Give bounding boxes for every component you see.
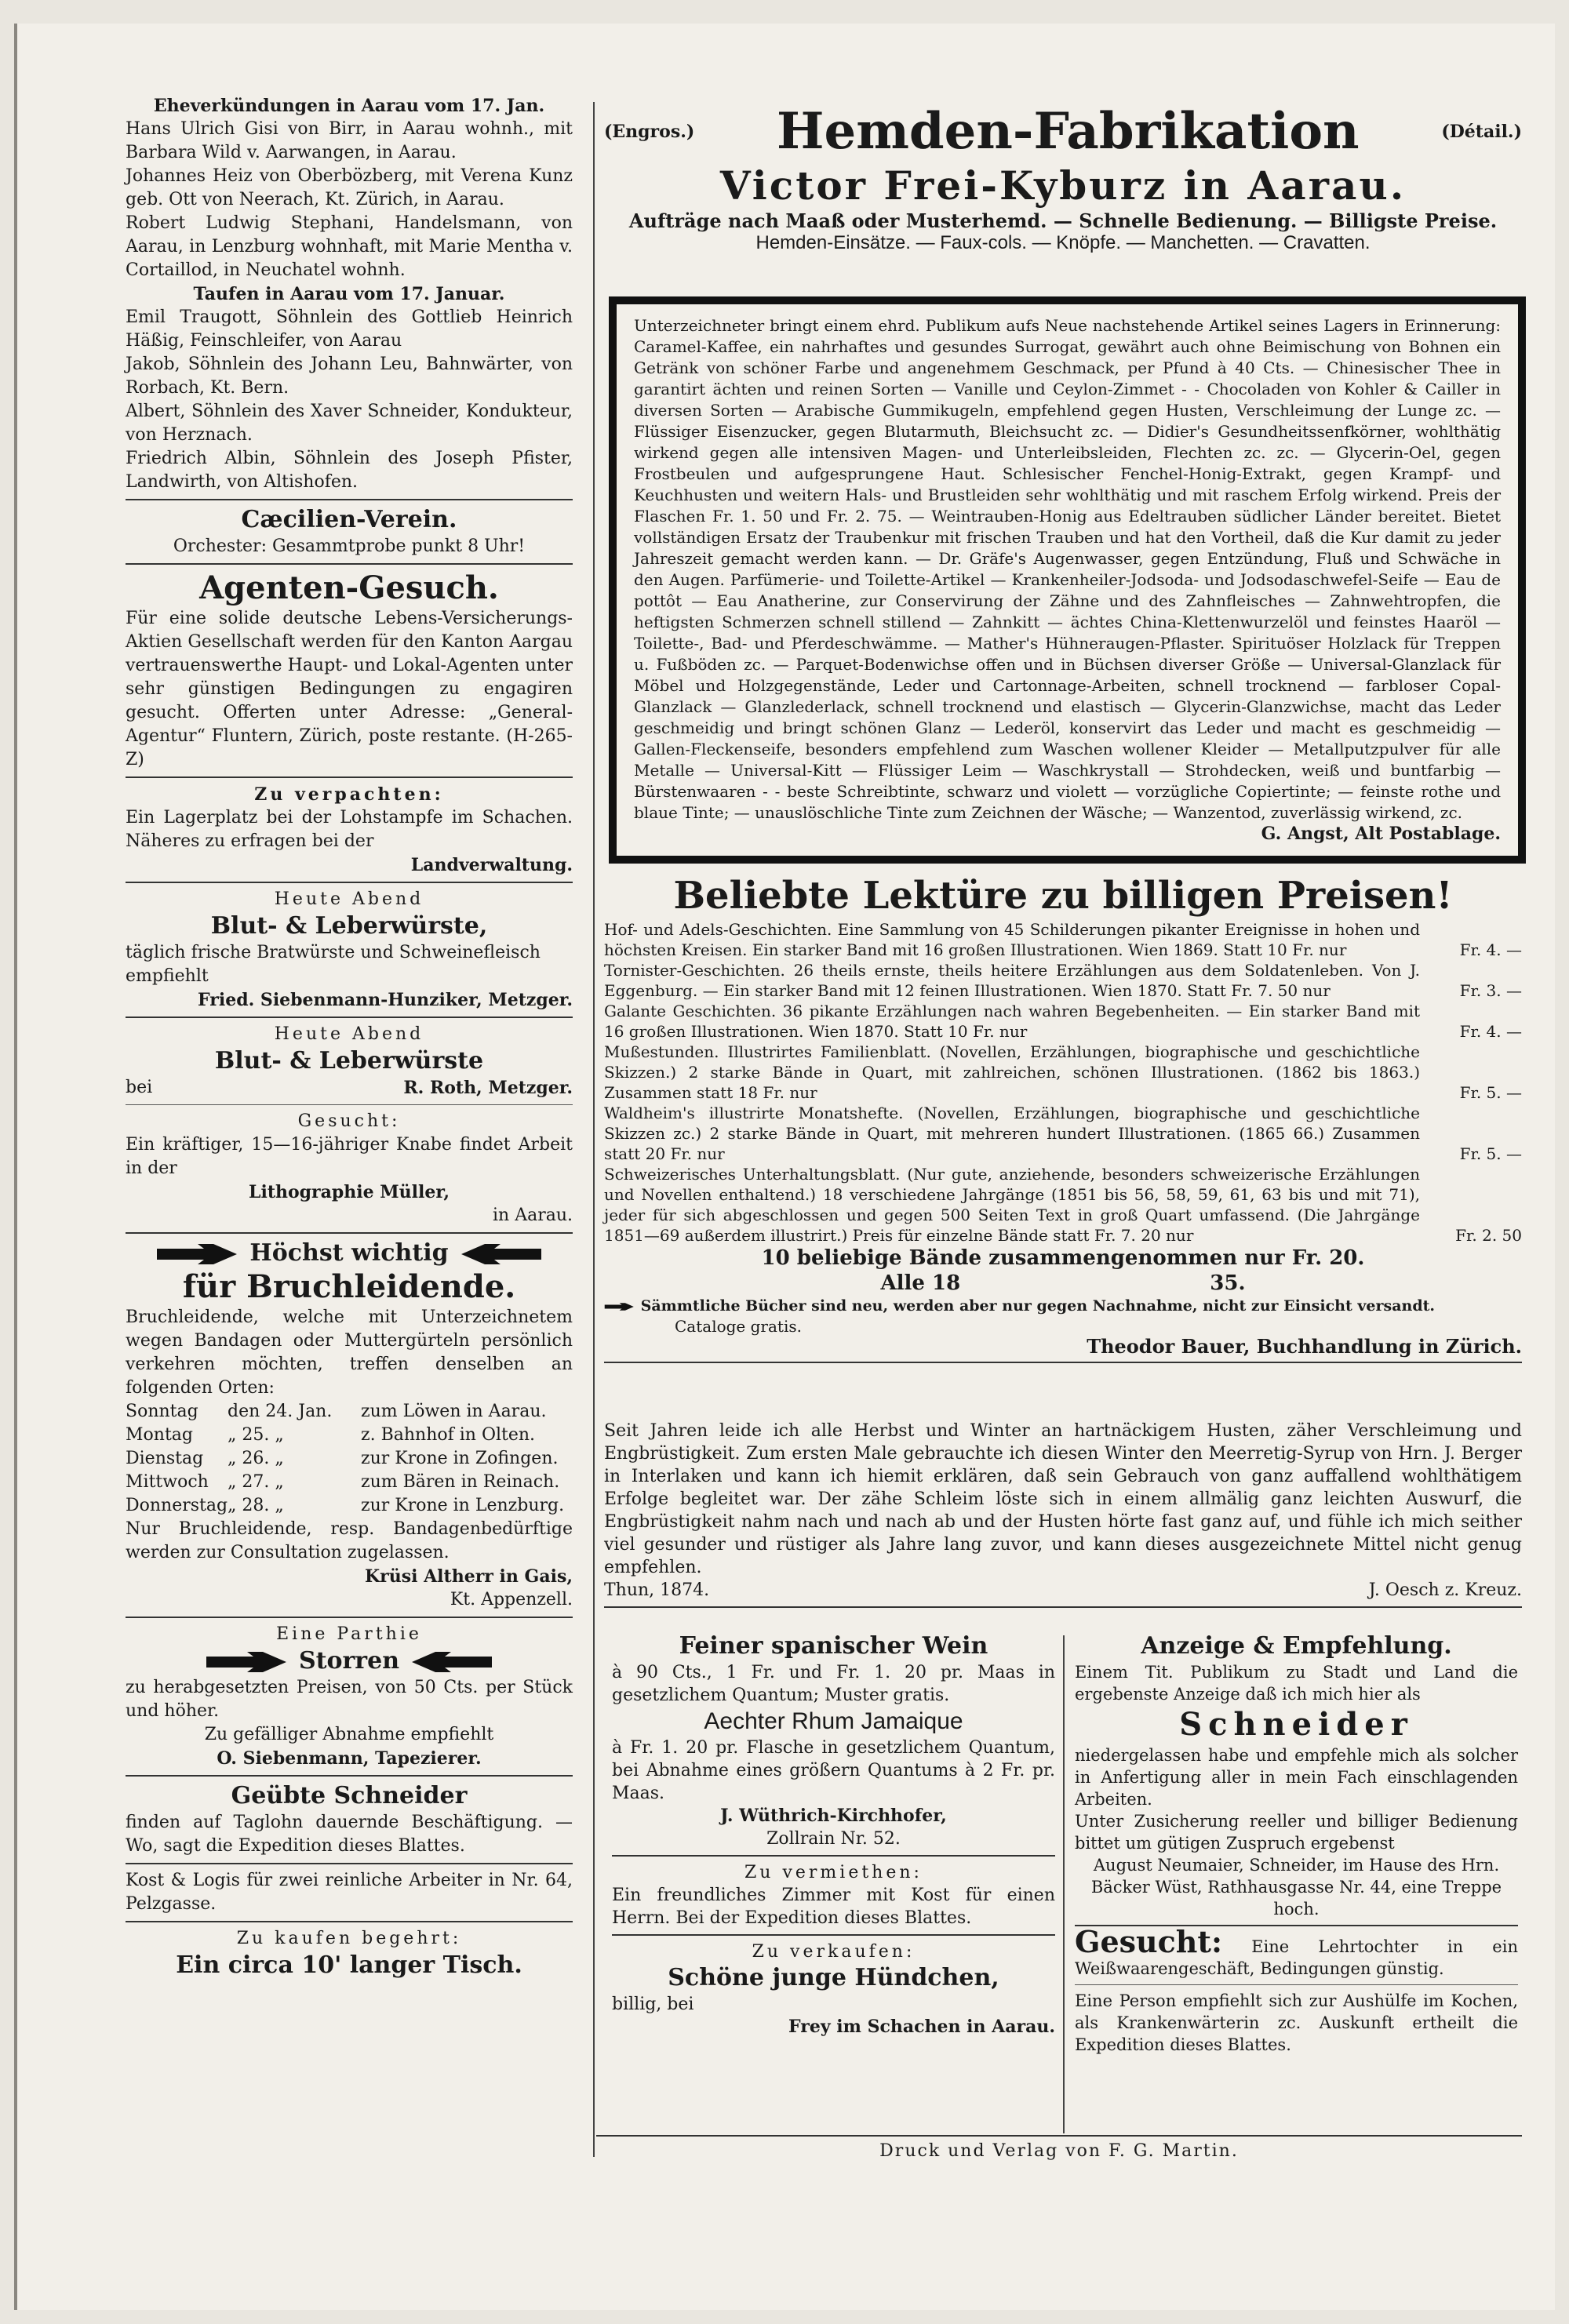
- rhum-sign: J. Wüthrich-Kirchhofer,: [720, 1806, 947, 1826]
- verpachten-title: Zu verpachten:: [254, 784, 444, 805]
- schneider-text: finden auf Taglohn dauernde Beschäftigung. — Wo, sagt die Expedition dieses Blattes.: [126, 1813, 573, 1856]
- lekture-item: [604, 1001, 1522, 1042]
- kost-text: Kost & Logis für zwei reinliche Arbeiter in Nr. 64, Pelzgasse.: [126, 1871, 573, 1914]
- pointing-hand-left-icon: [407, 1650, 493, 1674]
- bruch-date-row: [126, 1400, 573, 1424]
- divider: [604, 1362, 1522, 1363]
- bruch-date-cell: „ 27. „: [228, 1472, 284, 1492]
- anzeige-title: Anzeige & Empfehlung.: [1141, 1632, 1452, 1660]
- vermieten-title: Zu vermiethen:: [744, 1863, 923, 1882]
- lekture-ad: [604, 872, 1522, 1368]
- divider: [126, 1232, 573, 1234]
- kaufen-title: Zu kaufen begehrt:: [236, 1929, 462, 1948]
- verkaufen-title: Zu verkaufen:: [752, 1942, 916, 1962]
- agenten-title: Agenten-Gesuch.: [199, 569, 499, 606]
- kaufen-text: Ein circa 10' langer Tisch.: [176, 1951, 522, 1979]
- lekture-item-price: Fr. 5. —: [1459, 1083, 1522, 1102]
- eheverkuendungen-title: Eheverkündungen in Aarau vom 17. Jan.: [153, 96, 545, 116]
- verkaufen-title-big: Schöne junge Hündchen,: [668, 1964, 999, 1991]
- verpachten-text: Ein Lagerplatz bei der Lohstampfe im Schachen. Näheres zu erfragen bei der: [126, 808, 573, 851]
- lekture-item: [604, 1042, 1522, 1103]
- lekture-item-price: Fr. 5. —: [1459, 1144, 1522, 1163]
- angst-ad-box: [609, 296, 1526, 864]
- bruch-date-cell: zum Löwen in Aarau.: [361, 1402, 547, 1421]
- heute-abend-label: Heute Abend: [274, 889, 424, 909]
- pointing-hand-left-icon: [457, 1242, 543, 1266]
- bruch-date-cell: zur Krone in Lenzburg.: [361, 1496, 565, 1515]
- heute-abend-label: Heute Abend: [274, 1024, 424, 1044]
- vermieten-text: Ein freundliches Zimmer mit Kost für einen Herrn. Bei der Expedition dieses Blattes.: [612, 1886, 1055, 1928]
- taufen-entry: Friedrich Albin, Söhnlein des Joseph Pfister, Landwirth, von Altishofen.: [126, 449, 573, 492]
- divider: [604, 1606, 1522, 1608]
- anzeige-column: [1075, 1631, 1518, 2056]
- divider: [612, 1934, 1055, 1936]
- lekture-item: [604, 1103, 1522, 1164]
- syrup-text: Seit Jahren leide ich alle Herbst und Winter an hartnäckigem Husten, zäher Verschleimung und Engbrüstigkeit. Zum ersten Male gebrauchte ich diesen Winter den Meerretig-Syrup von Hrn. J. Berger in Interlaken und kann ich hiemit erklären, daß sein Gebrauch von ganz auffallend wohlthätigem Erfolge begleitet war. Der zähe Schleim löste sich in einem allmälig ganz leichten Auswurf, die Engbrüstigkeit nahm nach und nach ab und der Husten hörte fast ganz auf, und fühle ich mich seither viel gesunder und rüstiger als Jahre lang zuvor, und kann dieses ausgezeichnete Mittel nicht genug empfehlen.: [604, 1421, 1522, 1577]
- lekture-item-text: Mußestunden. Illustrirtes Familienblatt. (Novellen, Erzählungen, biographische und geschichtliche Skizzen.) 2 starke Bände in Quart, mit zahlreichen, schönen Illustrationen. (1862 bis 1863.) Zusammen statt 18 Fr. nur: [604, 1042, 1420, 1102]
- bruch-date-cell: „ 25. „: [228, 1425, 284, 1445]
- wurst-sign: R. Roth, Metzger.: [403, 1078, 573, 1098]
- rhum-sign-address: Zollrain Nr. 52.: [766, 1829, 901, 1849]
- anzeige-text3: Unter Zusicherung reeller und billiger Bedienung bittet um gütigen Zuspruch ergebenst: [1075, 1812, 1518, 1853]
- pointing-hand-right-icon: [155, 1242, 242, 1266]
- lekture-item-text: Schweizerisches Unterhaltungsblatt. (Nur gute, anziehende, besonders schweizerische Erzählungen und Novellen enthaltend.) 18 verschiedene Jahrgänge (1851 bis 56, 58, 59, 61, 63 bis und mit 71), jeder für sich abgeschlossen und gegen 500 Seiten Text in groß Quart umfassend. (Die Jahrgänge 1851—69 außerdem illustrirt.) Preis für einzelne Bände statt Fr. 7. 20 nur: [604, 1165, 1420, 1245]
- bruch-date-cell: den 24. Jan.: [228, 1402, 333, 1421]
- column-divider: [593, 102, 595, 2157]
- lekture-sign: Theodor Bauer, Buchhandlung in Zürich.: [1087, 1335, 1522, 1358]
- bruch-date-cell: „ 26. „: [228, 1449, 284, 1468]
- divider: [612, 1855, 1055, 1857]
- divider: [126, 1863, 573, 1864]
- divider: [126, 776, 573, 778]
- bruch-date-cell: „ 28. „: [228, 1496, 284, 1515]
- verpachten-sign: Landverwaltung.: [410, 855, 573, 875]
- bruch-text: Bruchleidende, welche mit Unterzeichnetem wegen Bandagen oder Muttergürteln persönlich verkehren möchten, treffen denselben an folgenden Orten:: [126, 1307, 573, 1398]
- caecilien-text: Orchester: Gesammtprobe punkt 8 Uhr!: [173, 536, 526, 556]
- wurst-text: täglich frische Bratwürste und Schweinefleisch empfiehlt: [126, 943, 541, 986]
- bruch-note: Nur Bruchleidende, resp. Bandagenbedürftige werden zur Consultation zugelassen.: [126, 1519, 573, 1562]
- taufen-entry: Albert, Söhnlein des Xaver Schneider, Kondukteur, von Herznach.: [126, 402, 573, 445]
- syrup-place: Thun, 1874.: [604, 1580, 710, 1600]
- anzeige-schneider: Schneider: [1179, 1706, 1414, 1743]
- storren-pre: Eine Parthie: [276, 1624, 422, 1644]
- divider: [1075, 1984, 1518, 1985]
- left-column: [126, 94, 573, 1980]
- hemden-title: Hemden-Fabrikation: [777, 102, 1360, 161]
- lekture-catalog: Cataloge gratis.: [675, 1317, 802, 1336]
- lekture-note: Sämmtliche Bücher sind neu, werden aber nur gegen Nachnahme, nicht zur Einsicht versandt.: [640, 1297, 1435, 1315]
- pointing-hand-right-icon: [205, 1650, 291, 1674]
- lekture-item: [604, 960, 1522, 1001]
- hemden-name: Victor Frei-Kyburz in Aarau.: [719, 162, 1407, 209]
- lekture-item-price: Fr. 4. —: [1459, 940, 1522, 959]
- angst-sign: G. Angst, Alt Postablage.: [1261, 824, 1501, 844]
- aushilfe-text: Eine Person empfiehlt sich zur Aushülfe im Kochen, als Krankenwärterin zc. Auskunft ertheilt die Expedition dieses Blattes.: [1075, 1991, 1518, 2054]
- syrup-sign: J. Oesch z. Kreuz.: [1368, 1580, 1522, 1600]
- lekture-offer-price: 35.: [1210, 1271, 1246, 1295]
- lehr-title: Gesucht:: [1075, 1924, 1222, 1959]
- divider: [126, 882, 573, 883]
- column-divider-lower: [1063, 1635, 1065, 2133]
- storren-text2: Zu gefälliger Abnahme empfiehlt: [204, 1725, 494, 1744]
- bruch-dates-list: [126, 1400, 573, 1518]
- storren-text: zu herabgesetzten Preisen, von 50 Cts. per Stück und höher.: [126, 1678, 573, 1721]
- wurst-title: Blut- & Leberwürste: [214, 1047, 484, 1075]
- lekture-item-text: Waldheim's illustrirte Monatshefte. (Novellen, Erzählungen, biographische und geschichtliche Skizzen zc.) 2 starke Bände in Quart, mit mehreren hundert Illustrationen. (1865 66.) Zusammen statt 20 Fr. nur: [604, 1104, 1420, 1163]
- bruch-date-cell: Dienstag: [126, 1449, 204, 1468]
- wein-column: [612, 1631, 1055, 2039]
- bruch-date-row: [126, 1424, 573, 1447]
- bruch-sign: Krüsi Altherr in Gais,: [365, 1566, 573, 1587]
- agenten-text: Für eine solide deutsche Lebens-Versicherungs-Aktien Gesellschaft werden für den Kanton Aargau vertrauenswerthe Haupt- und Lokal-Agenten unter sehr günstigen Bedingungen zu engagiren gesucht. Offerten unter Adresse: „General-Agentur“ Fluntern, Zürich, poste restante. (H-265-Z): [126, 609, 573, 769]
- angst-text: Unterzeichneter bringt einem ehrd. Publikum aufs Neue nachstehende Artikel seines Lagers in Erinnerung: Caramel-Kaffee, ein nahrhaftes und gesundes Surrogat, gewährt auch ohne Beimischung von Bohnen ein Getränk von schöner Farbe und angenehmem Geschmack, per Pfund à 40 Cts. — Chinesischer Thee in garantirt ächten und reinen Sorten — Vanille und Ceylon-Zimmet - - Chocoladen von Kohler & Cailler in diversen Sorten — Arabische Gummikugeln, empfehlend gegen Husten, Verschleimung der Lunge zc. — Flüssiger Eisenzucker, gegen Blutarmuth, Bleichsucht zc. — Didier's Gesundheitssenfkörner, wohlthätig wirkend gegen alle intensiven Magen- und Unterleibsleiden, Flechten zc. zc. — Glycerin-Oel, gegen Frostbeulen und aufgesprungene Haut. Schlesischer Fenchel-Honig-Extrakt, gegen Krampf- und Keuchhusten und weitern Hals- und Brustleiden sehr wohlthätig und mit raschem Erfolg wirkend. Preis der Flaschen Fr. 1. 50 und Fr. 2. 75. — Weintrauben-Honig aus Edeltrauben südlicher Länder bereitet. Bietet vollständigen Ersatz der Traubenkur mit frischen Trauben und hat den Vortheil, daß die Kur damit zu jeder Jahreszeit gemacht werden kann. — Dr. Gräfe's Augenwasser, gegen Entzündung, Fluß und Schwäche in den Augen. Parfümerie- und Toilette-Artikel — Krankenheiler-Jodsoda- und Jodsodaschwefel-Seife — Eau de pottôt — Eau Anatherine, zur Conservirung der Zähne und des Zahnfleisches — Zahnwehtropfen, die heftigsten Schmerzen schnell stillend — Zahnkitt — ächtes China-Klettenwurzelöl und feinstes Haaröl — Toilette-, Bad- und Pferdeschwämme. — Mather's Hühneraugen-Pflaster. Spirituöser Holzlack für Treppen u. Fußböden zc. — Parquet-Bodenwichse offen und in Büchsen diverser Größe — Universal-Glanzlack für Möbel und Holzgegenstände, Leder und Cartonnage-Arbeiten, schnell trocknend — farbloser Copal-Glanzlack — Glanzlederlack, schnell trocknend und elastisch — Glycerin-Glanzwichse, macht das Leder geschmeidig und bringt schönen Glanz — Lederöl, konservirt das Leder und macht es geschmeidig — Gallen-Fleckenseife, besonders empfehlend zum Waschen wollener Kleider — Metallputzpulver für alle Metalle — Universal-Kitt — Flüssiger Leim — Waschkrystall — Strohdecken, weiß und buntfarbig — Bürstenwaaren - - beste Schreibtinte, schwarz und violett — vorzügliche Copiertinte; — feinste rothe und blaue Tinte; — unauslöschliche Tinte zum Zeichnen der Wäsche; — Wanzentod, zuverlässig wirkend, zc.: [634, 316, 1501, 822]
- taufen-title: Taufen in Aarau vom 17. Januar.: [193, 284, 505, 304]
- lekture-item: [604, 919, 1522, 960]
- lekture-item-price: Fr. 3. —: [1459, 981, 1522, 1000]
- eheverkuendung-entry: Hans Ulrich Gisi von Birr, in Aarau wohnh., mit Barbara Wild v. Aarwangen, in Aarau.: [126, 119, 573, 162]
- lekture-offer: 10 beliebige Bände zusammengenommen nur Fr. 20.: [761, 1246, 1365, 1270]
- bruch-date-row: [126, 1471, 573, 1494]
- pointing-hand-right-icon: [604, 1300, 635, 1313]
- hemden-line1: Aufträge nach Maaß oder Musterhemd. — Schnelle Bedienung. — Billigste Preise.: [628, 209, 1498, 232]
- storren-sign: O. Siebenmann, Tapezierer.: [217, 1748, 482, 1769]
- schneider-title: Geübte Schneider: [231, 1782, 468, 1809]
- syrup-testimonial: [604, 1420, 1522, 1613]
- bruch-date-row: [126, 1447, 573, 1471]
- lekture-item: [604, 1164, 1522, 1246]
- bruch-sign-canton: Kt. Appenzell.: [450, 1590, 573, 1609]
- lekture-title: Beliebte Lektüre zu billigen Preisen!: [673, 874, 1453, 918]
- divider: [126, 563, 573, 565]
- verkaufen-sign: Frey im Schachen in Aarau.: [788, 2017, 1055, 2037]
- divider: [126, 1617, 573, 1618]
- bruch-date-cell: Mittwoch: [126, 1472, 209, 1492]
- divider: [126, 1017, 573, 1018]
- taufen-entry: Jakob, Söhnlein des Johann Leu, Bahnwärter, von Rorbach, Kt. Bern.: [126, 355, 573, 398]
- wurst-bei: bei: [126, 1078, 153, 1097]
- anzeige-text2: niedergelassen habe und empfehle mich als solcher in Anfertigung aller in mein Fach einschlagenden Arbeiten.: [1075, 1746, 1518, 1809]
- anzeige-sign: August Neumaier, Schneider, im Hause des Hrn. Bäcker Wüst, Rathhausgasse Nr. 44, eine Treppe hoch.: [1090, 1856, 1502, 1918]
- hemden-ad: [604, 102, 1522, 254]
- lekture-item-price: Fr. 4. —: [1459, 1022, 1522, 1041]
- lekture-item-text: Galante Geschichten. 36 pikante Erzählungen nach wahren Begebenheiten. — Ein starker Band mit 16 großen Illustrationen. Wien 1870. Statt 10 Fr. nur: [604, 1002, 1420, 1041]
- anzeige-text: Einem Tit. Publikum zu Stadt und Land die ergebenste Anzeige daß ich mich hier als: [1075, 1663, 1518, 1704]
- lehr-text: Eine Lehrtochter in ein Weißwaarengeschäft, Bedingungen günstig.: [1075, 1937, 1518, 1978]
- bruch-date-cell: z. Bahnhof in Olten.: [361, 1425, 536, 1445]
- gesucht-text: Ein kräftiger, 15—16-jähriger Knabe findet Arbeit in der: [126, 1135, 573, 1178]
- wurst-title: Blut- & Leberwürste,: [210, 912, 488, 940]
- divider: [126, 1775, 573, 1777]
- bruch-date-cell: zur Krone in Zofingen.: [361, 1449, 559, 1468]
- bruch-date-cell: Donnerstag: [126, 1496, 228, 1515]
- lekture-item-text: Hof- und Adels-Geschichten. Eine Sammlung von 45 Schilderungen pikanter Ereignisse in hohen und höchsten Kreisen. Ein starker Band mit 16 großen Illustrationen. Wien 1869. Statt 10 Fr. nur: [604, 920, 1420, 959]
- divider: [126, 1921, 573, 1922]
- lekture-item-price: Fr. 2. 50: [1455, 1226, 1522, 1245]
- taufen-entry: Emil Traugott, Söhnlein des Gottlieb Heinrich Häßig, Feinschleifer, von Aarau: [126, 307, 573, 351]
- bruch-subtitle: für Bruchleidende.: [182, 1268, 516, 1305]
- footer-imprint: Druck und Verlag von F. G. Martin.: [596, 2135, 1522, 2161]
- lekture-item-text: Tornister-Geschichten. 26 theils ernste, theils heitere Erzählungen aus dem Soldatenleben. Von J. Eggenburg. — Ein starker Band mit 12 feinen Illustrationen. Wien 1870. Statt Fr. 7. 50 nur: [604, 961, 1420, 1000]
- rhum-text: à Fr. 1. 20 pr. Flasche in gesetzlichem Quantum, bei Abnahme eines größern Quantums à 2 Fr. pr. Maas.: [612, 1738, 1055, 1803]
- wurst-sign: Fried. Siebenmann-Hunziker, Metzger.: [198, 990, 573, 1010]
- hemden-detail: (Détail.): [1441, 122, 1522, 142]
- wein-title: Feiner spanischer Wein: [679, 1632, 988, 1660]
- verkaufen-text: billig, bei: [612, 1995, 694, 2014]
- bruch-title: Höchst wichtig: [249, 1239, 449, 1267]
- bruch-date-cell: Sonntag: [126, 1402, 198, 1421]
- divider: [126, 1104, 573, 1105]
- bruch-date-cell: zum Bären in Reinach.: [361, 1472, 560, 1492]
- eheverkuendung-entry: Robert Ludwig Stephani, Handelsmann, von Aarau, in Lenzburg wohnhaft, mit Marie Mentha v. Cortaillod, in Neuchatel wohnh.: [126, 213, 573, 280]
- bruch-date-cell: Montag: [126, 1425, 193, 1445]
- rhum-title: Aechter Rhum Jamaique: [704, 1708, 963, 1734]
- lekture-offer-all: Alle 18: [880, 1271, 961, 1295]
- lekture-list: [604, 919, 1522, 1246]
- divider: [126, 499, 573, 500]
- bruch-date-row: [126, 1494, 573, 1518]
- caecilien-title: Cæcilien-Verein.: [241, 506, 457, 533]
- gesucht-sign: Lithographie Müller,: [249, 1182, 450, 1202]
- hemden-line2: Hemden-Einsätze. — Faux-cols. — Knöpfe. — Manchetten. — Cravatten.: [755, 232, 1371, 253]
- gesucht-sign-place: in Aarau.: [493, 1206, 573, 1225]
- storren-title: Storren: [298, 1647, 400, 1675]
- eheverkuendung-entry: Johannes Heiz von Oberbözberg, mit Verena Kunz geb. Ott von Neerach, Kt. Zürich, in Aarau.: [126, 166, 573, 209]
- hemden-engros: (Engros.): [604, 122, 695, 142]
- wein-text: à 90 Cts., 1 Fr. und Fr. 1. 20 pr. Maas in gesetzlichem Quantum; Muster gratis.: [612, 1663, 1055, 1705]
- gesucht-title: Gesucht:: [297, 1111, 401, 1131]
